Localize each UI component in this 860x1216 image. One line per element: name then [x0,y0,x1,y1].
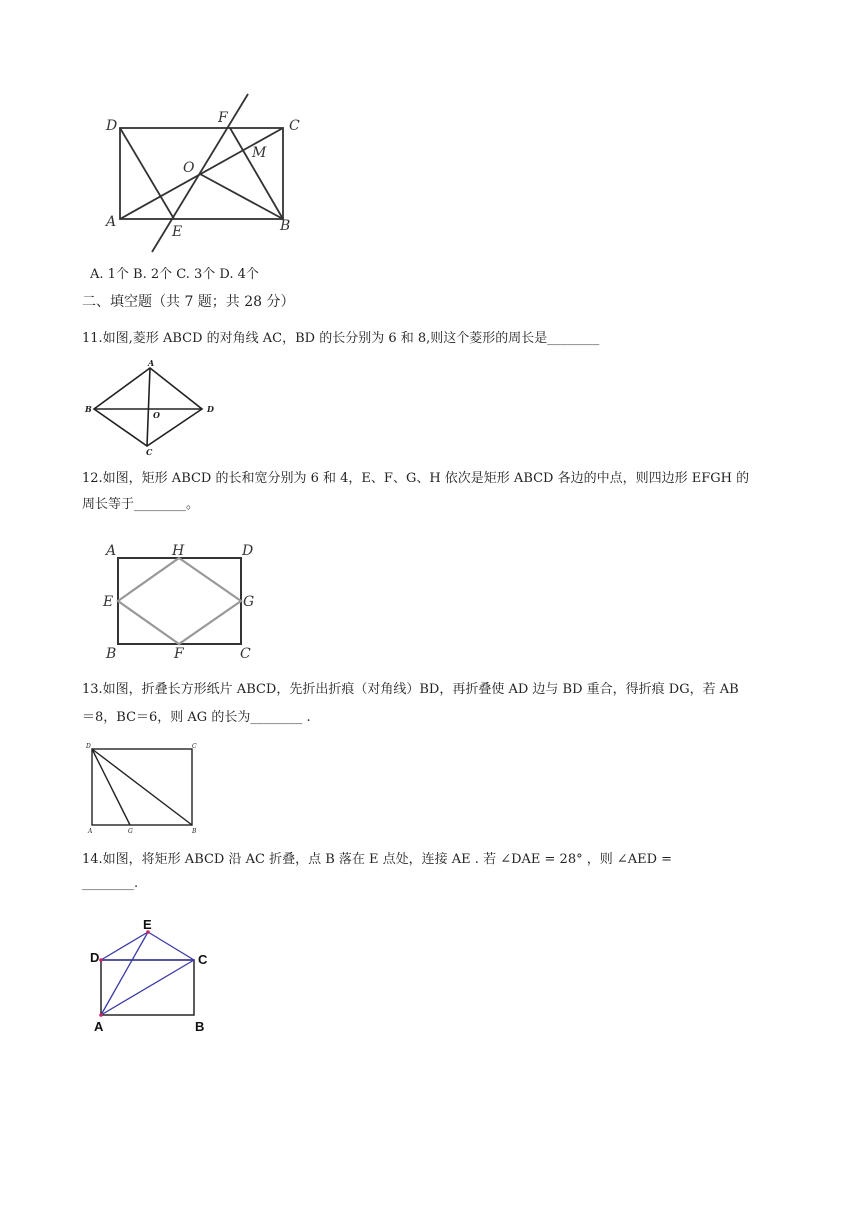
q12-label-C: C [240,646,251,662]
q14-label-B: B [195,1019,205,1034]
q12-label-F: F [174,646,184,662]
q14-label-E: E [143,917,152,932]
q10-label-B: B [280,218,291,234]
q14-label-A: A [94,1019,104,1034]
q11-label-B: B [85,404,92,414]
q11-label-C: C [146,447,153,457]
q14-line1: 14.如图，将矩形 ABCD 沿 AC 折叠，点 B 落在 E 点处，连接 AE . 若 ∠DAE = 28° ，则 ∠AED = [82,852,673,867]
q11-figure [80,358,230,458]
q13-label-D: D [86,743,91,750]
section-title: 二、填空题（共 7 题；共 28 分） [82,294,295,310]
q12-label-H: H [172,543,185,559]
q12-figure [100,538,270,663]
q10-label-F: F [218,110,228,126]
q10-options: A. 1个 B. 2个 C. 3个 D. 4个 [90,267,259,282]
q13-label-B: B [192,828,197,835]
q13-figure [82,740,207,835]
q11-label-D: D [207,404,214,414]
q12-label-D: D [242,543,254,559]
q10-label-O: O [183,160,195,176]
q14-label-D: D [90,950,100,965]
q14-line2: ________. [82,876,139,891]
q12-label-G: G [243,594,255,610]
q11-label-A: A [148,358,155,368]
q11-text: 11.如图,菱形 ABCD 的对角线 AC，BD 的长分别为 6 和 8,则这个菱形的周长是________ [82,331,600,346]
q10-label-A: A [106,214,117,230]
q10-label-D: D [106,118,118,134]
q12-label-B: B [106,646,117,662]
q12-line1: 12.如图，矩形 ABCD 的长和宽分别为 6 和 4，E、F、G、H 依次是矩形 ABCD 各边的中点，则四边形 EFGH 的 [82,471,750,486]
q10-label-C: C [289,118,300,134]
q13-line2: ＝8，BC＝6，则 AG 的长为________ . [82,710,311,725]
q12-label-E: E [103,594,114,610]
q13-line1: 13.如图，折叠长方形纸片 ABCD，先折出折痕（对角线）BD，再折叠使 AD 边与 BD 重合，得折痕 DG，若 AB [82,682,739,697]
q10-label-E: E [172,224,183,240]
q11-label-O: O [153,410,160,420]
q13-label-G: G [128,828,133,835]
q14-label-C: C [198,952,208,967]
q13-label-C: C [192,743,197,750]
q10-figure [100,90,310,260]
q12-label-A: A [106,543,117,559]
q12-line2: 周长等于________。 [82,497,200,512]
q14-figure [86,912,221,1037]
q10-label-M: M [252,145,267,161]
q13-label-A: A [88,828,93,835]
